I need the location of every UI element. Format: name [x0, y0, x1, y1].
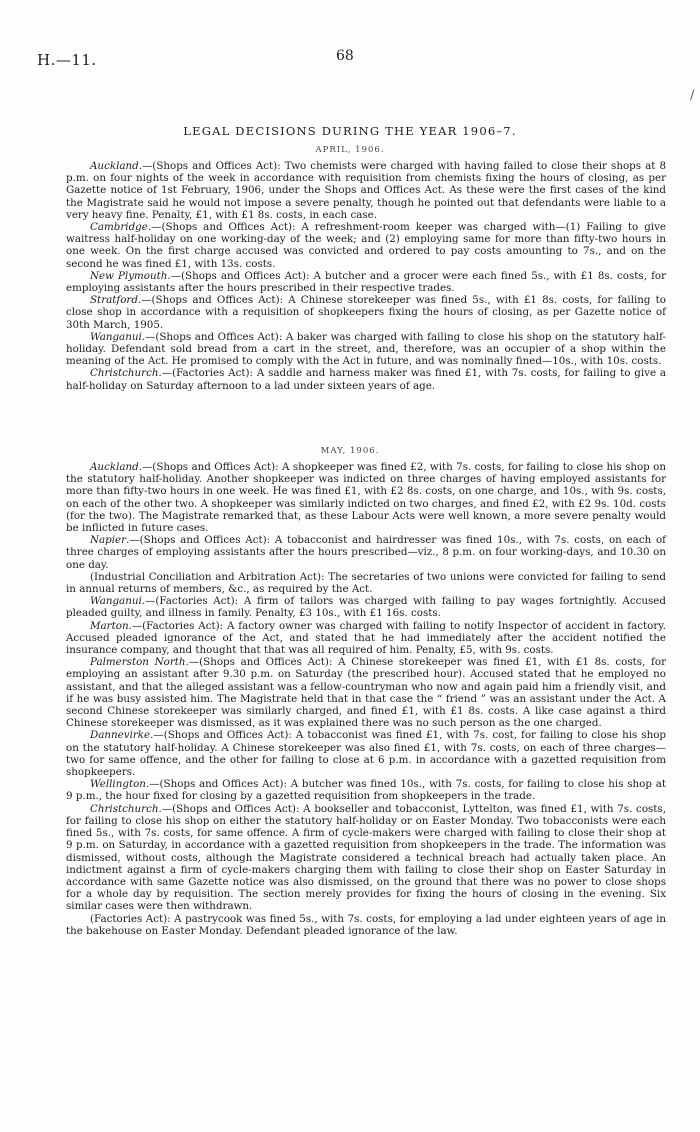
- decision-paragraph: [66, 803, 666, 913]
- decision-paragraph: [66, 571, 666, 595]
- place-name: Wanganui: [90, 595, 142, 608]
- decision-text: .—(Shops and Offices Act): A shopkeeper was fined £2, with 7s. costs, for failing to close his shop on the statutory half-holiday. Another shopkeeper was indicted on three charges of having employed assistants for more than fifty-two hours in one week. He was fined £1, with £2 8s. costs, on one charge, and 10s., with 9s. costs, on each of the other two. A shopkeeper was similarly indicted on two charges, and fined £2, with £2 9s. 10d. costs (for the two). The Magistrate remarked that, as these Labour Acts were well known, a more severe penalty would be inflicted in future cases.: [66, 461, 666, 535]
- decision-paragraph: [66, 160, 666, 221]
- decision-text: (Factories Act): A pastrycook was fined 5s., with 7s. costs, for employing a lad under eighteen years of age in the bakehouse on Easter Monday. Defendant pleaded ignorance of the law.: [66, 912, 666, 937]
- month-heading-may: MAY, 1906.: [320, 446, 380, 456]
- decision-paragraph: [66, 461, 666, 534]
- decision-paragraph: [66, 534, 666, 571]
- decision-paragraph: [66, 913, 666, 937]
- place-name: Cambridge: [90, 221, 148, 234]
- decision-paragraph: [66, 729, 666, 778]
- decision-paragraph: [66, 778, 666, 802]
- place-name: Wellington: [90, 778, 146, 791]
- decision-text: .—(Factories Act): A saddle and harness maker was fined £1, with 7s. costs, for failing to give a half-holiday on Saturday afternoon to a lad under sixteen years of age.: [66, 367, 666, 392]
- decision-paragraph: [66, 221, 666, 270]
- decision-text: .—(Factories Act): A firm of tailors was charged with failing to pay wages fortnightly. Accused pleaded guilty, and illness in family. Penalty, £3 10s., with £1 16s. costs.: [66, 595, 666, 620]
- decision-text: .—(Shops and Offices Act): A Chinese storekeeper was fined 5s., with £1 8s. costs, for failing to close shop in accordance with a requisition of shopkeepers fixing the hours of closing, as per Gazette notice of 30th March, 1905.: [66, 294, 666, 331]
- decision-text: .—(Shops and Offices Act): A refreshment-room keeper was charged with—(1) Failing to give waitress half-holiday on one working-day of the week; and (2) employing same for more than fifty-two hours in one week. On the first charge accused was convicted and ordered to pay costs amounting to 7s., and on the second he was fined £1, with 13s. costs.: [66, 221, 666, 270]
- month-heading-april: APRIL, 1906.: [315, 145, 385, 155]
- page-number: 68: [336, 48, 354, 64]
- decision-paragraph: [66, 294, 666, 331]
- decision-text: .—(Shops and Offices Act): Two chemists were charged with having failed to close their shops at 8 p.m. on four nights of the week in accordance with requisition from chemists fixing the hours of closing, as per Gazette notice of 1st February, 1906, under the Shops and Offices Act. As these were the first cases of the kind the Magistrate said he would not impose a severe penalty, though he pointed out that defendants were liable to a very heavy fine. Penalty, £1, with £1 8s. costs, in each case.: [66, 160, 666, 221]
- place-name: Christchurch: [90, 367, 159, 380]
- decision-text: .—(Shops and Offices Act): A baker was charged with failing to close his shop on the statutory half-holiday. Defendant sold bread from a cart in the street, and, therefore, was an occupier of a shop within the meaning of the Act. He promised to comply with the Act in future, and was nominally fined—10s., with 10s. costs.: [66, 330, 666, 368]
- decision-paragraph: [66, 620, 666, 657]
- place-name: Wanganui: [90, 330, 142, 343]
- decision-text: .—(Factories Act): A factory owner was charged with failing to notify Inspector of accident in factory. Accused pleaded ignorance of the Act, and stated that he had immediately after the accident notified the insurance company, and thought that that was all required of him. Penalty, £5, with 9s. costs.: [66, 619, 666, 657]
- margin-mark: /: [690, 88, 695, 103]
- decision-text: .—(Shops and Offices Act): A tobacconist was fined £1, with 7s. cost, for failing to close his shop on the statutory half-holiday. A Chinese storekeeper was also fined £1, with 7s. costs, on each of three charges—two for same offence, and the other for failing to close at 6 p.m. in accordance with a gazetted requisition from shopkeepers.: [66, 729, 666, 779]
- page-title: LEGAL DECISIONS DURING THE YEAR 1906–7.: [183, 124, 517, 138]
- place-name: Stratford: [90, 294, 138, 307]
- decision-text: .—(Shops and Offices Act): A butcher and a grocer were each fined 5s., with £1 8s. costs, for employing assistants after the hours prescribed in their respective trades.: [66, 269, 667, 295]
- place-name: Palmerston North: [90, 656, 186, 669]
- decision-paragraph: [66, 367, 666, 391]
- decision-text: .—(Shops and Offices Act): A butcher was fined 10s., with 7s. costs, for failing to close his shop at 9 p.m., the hour fixed for closing by a gazetted requisition from shopkeepers in the trade.: [66, 778, 666, 803]
- place-name: Auckland: [90, 461, 139, 473]
- section-april: [66, 160, 666, 392]
- place-name: Napier: [90, 534, 127, 547]
- decision-paragraph: [66, 595, 666, 619]
- decision-text: .—(Shops and Offices Act): A bookseller and tobacconist, Lyttelton, was fined £1, with 7s. costs, for failing to close his shop on either the statutory half-holiday or on Easter Monday. Two tobacconists were each fined 5s., with 7s. costs, for same offence. A firm of cycle-makers were charged with failing to close their shop at 9 p.m. on Saturday, in accordance with a gazetted requisition from shopkeepers in the trade. The information was dismissed, without costs, although the Magistrate considered a technical breach had actually taken place. An indictment against a firm of cycle-makers charging them with failing to close their shop on Easter Saturday in accordance with same Gazette notice was also dismissed, on the ground that there was no power to close shops for a whole day by requisition. The section merely provides for fixing the hours of closing in the evening. Six similar cases were then withdrawn.: [66, 802, 666, 913]
- document-reference: H.—11.: [37, 51, 97, 69]
- decision-paragraph: [66, 270, 666, 294]
- decision-paragraph: [66, 656, 666, 729]
- decision-paragraph: [66, 331, 666, 368]
- decision-text: (Industrial Conciliation and Arbitration Act): The secretaries of two unions were convicted for failing to send in annual returns of members, &c., as required by the Act.: [66, 570, 666, 596]
- place-name: Marton: [90, 619, 129, 632]
- section-may: [66, 461, 666, 937]
- decision-text: .—(Shops and Offices Act): A tobacconist and hairdresser was fined 10s., with 7s. costs, on each of three charges of employing assistants after the hours prescribed—viz., 8 p.m. on four working-days, and 10.30 on one day.: [66, 534, 666, 571]
- place-name: Auckland: [90, 160, 139, 172]
- place-name: New Plymouth: [90, 269, 168, 282]
- place-name: Christchurch: [90, 802, 159, 815]
- decision-text: .—(Shops and Offices Act): A Chinese storekeeper was fined £1, with £1 8s. costs, for employing an assistant after 9.30 p.m. on Saturday (the prescribed hour). Accused stated that he employed no assistant, and that the alleged assistant was a fellow-countryman who now and again paid him a friendly visit, and if he was busy assisted him. The Magistrate held that in that case the “ friend ” was an assistant under the Act. A second Chinese storekeeper was similarly charged, and fined £1, with £1 8s. costs. A like case against a third Chinese storekeeper was dismissed, as it was explained there was no such person as the one charged.: [66, 656, 666, 730]
- place-name: Dannevirke: [90, 729, 151, 742]
